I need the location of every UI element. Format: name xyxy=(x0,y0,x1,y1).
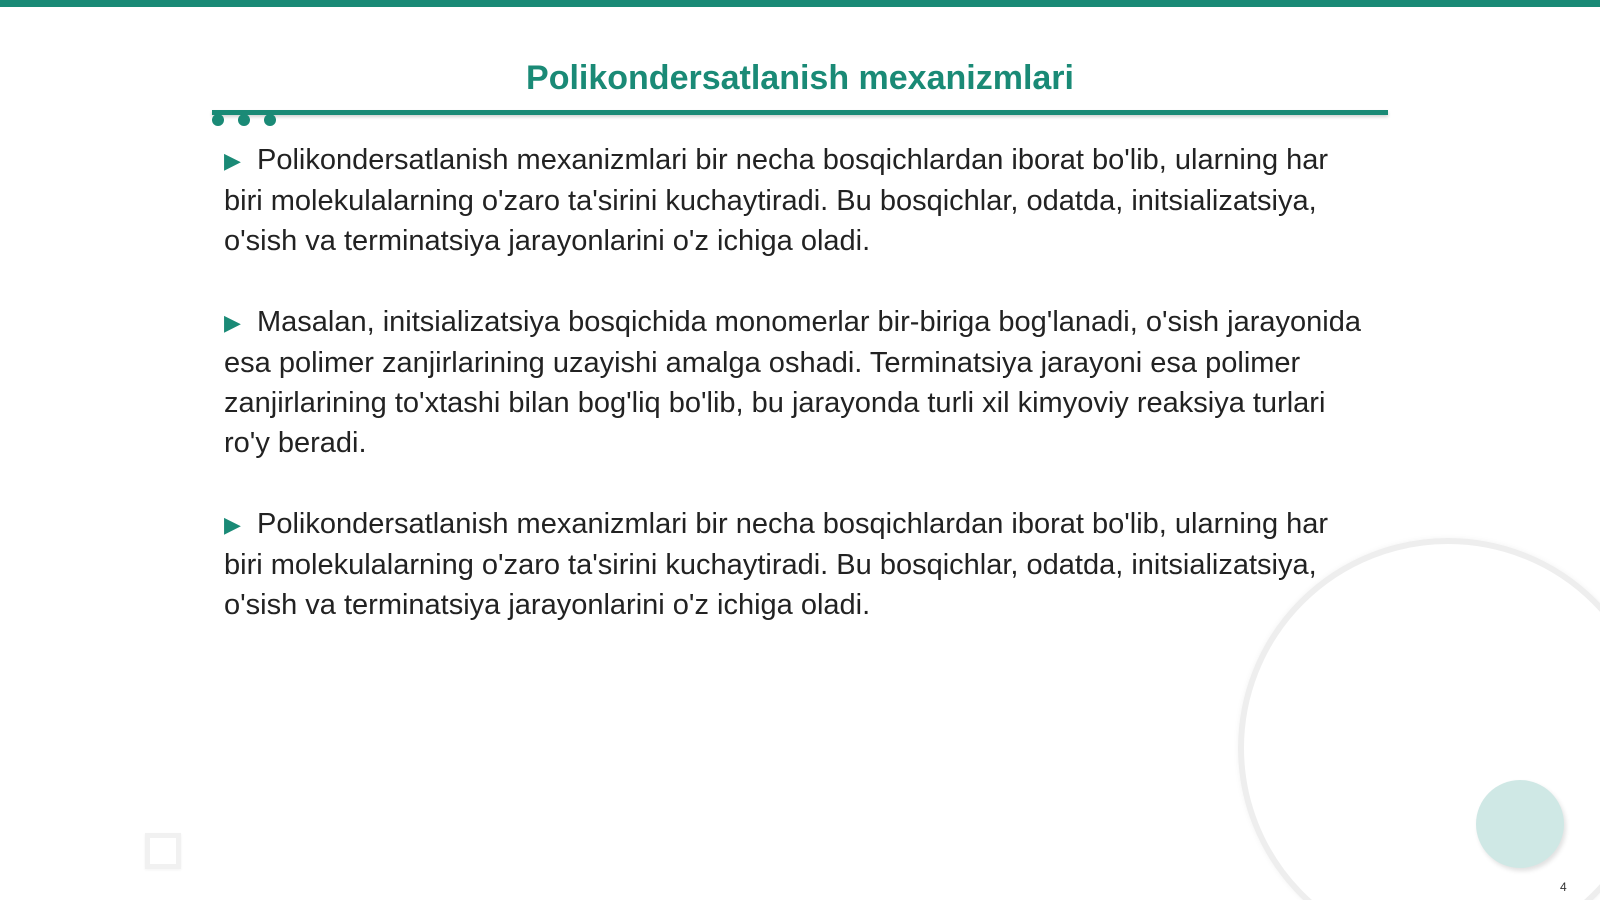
decorative-circle xyxy=(1476,780,1564,868)
triangle-bullet-icon: ▶ xyxy=(224,310,241,335)
triangle-bullet-icon: ▶ xyxy=(224,148,241,173)
decorative-dot xyxy=(264,114,276,126)
page-number: 4 xyxy=(1560,880,1567,894)
bullet-item xyxy=(224,140,1364,261)
decorative-dot xyxy=(212,114,224,126)
slide-title: Polikondersatlanish mexanizmlari xyxy=(526,59,1074,97)
decorative-square xyxy=(145,833,181,869)
top-accent-bar xyxy=(0,0,1600,7)
bullet-list xyxy=(224,140,1364,666)
title-underline xyxy=(212,110,1388,115)
underline-dots xyxy=(212,114,276,126)
bullet-item xyxy=(224,302,1364,463)
bullet-text: Polikondersatlanish mexanizmlari bir necha bosqichlardan iborat bo'lib, ularning har biri molekulalarning o'zaro ta'sirini kuchaytiradi. Bu bosqichlar, odatda, initsializatsiya, o'sish va terminatsiya jarayonlarini o'z ichiga oladi. xyxy=(224,508,1329,621)
triangle-bullet-icon: ▶ xyxy=(224,512,241,537)
decorative-dot xyxy=(238,114,250,126)
bullet-text: Masalan, initsializatsiya bosqichida monomerlar bir-biriga bog'lanadi, o'sish jarayonida esa polimer zanjirlarining uzayishi amalga oshadi. Terminatsiya jarayoni esa polimer zanjirlarining to'xtashi bilan bog'liq bo'lib, bu jarayonda turli xil kimyoviy reaksiya turlari ro'y beradi. xyxy=(224,306,1361,459)
bullet-item xyxy=(224,504,1364,625)
bullet-text: Polikondersatlanish mexanizmlari bir necha bosqichlardan iborat bo'lib, ularning har biri molekulalarning o'zaro ta'sirini kuchaytiradi. Bu bosqichlar, odatda, initsializatsiya, o'sish va terminatsiya jarayonlarini o'z ichiga oladi. xyxy=(224,144,1329,257)
